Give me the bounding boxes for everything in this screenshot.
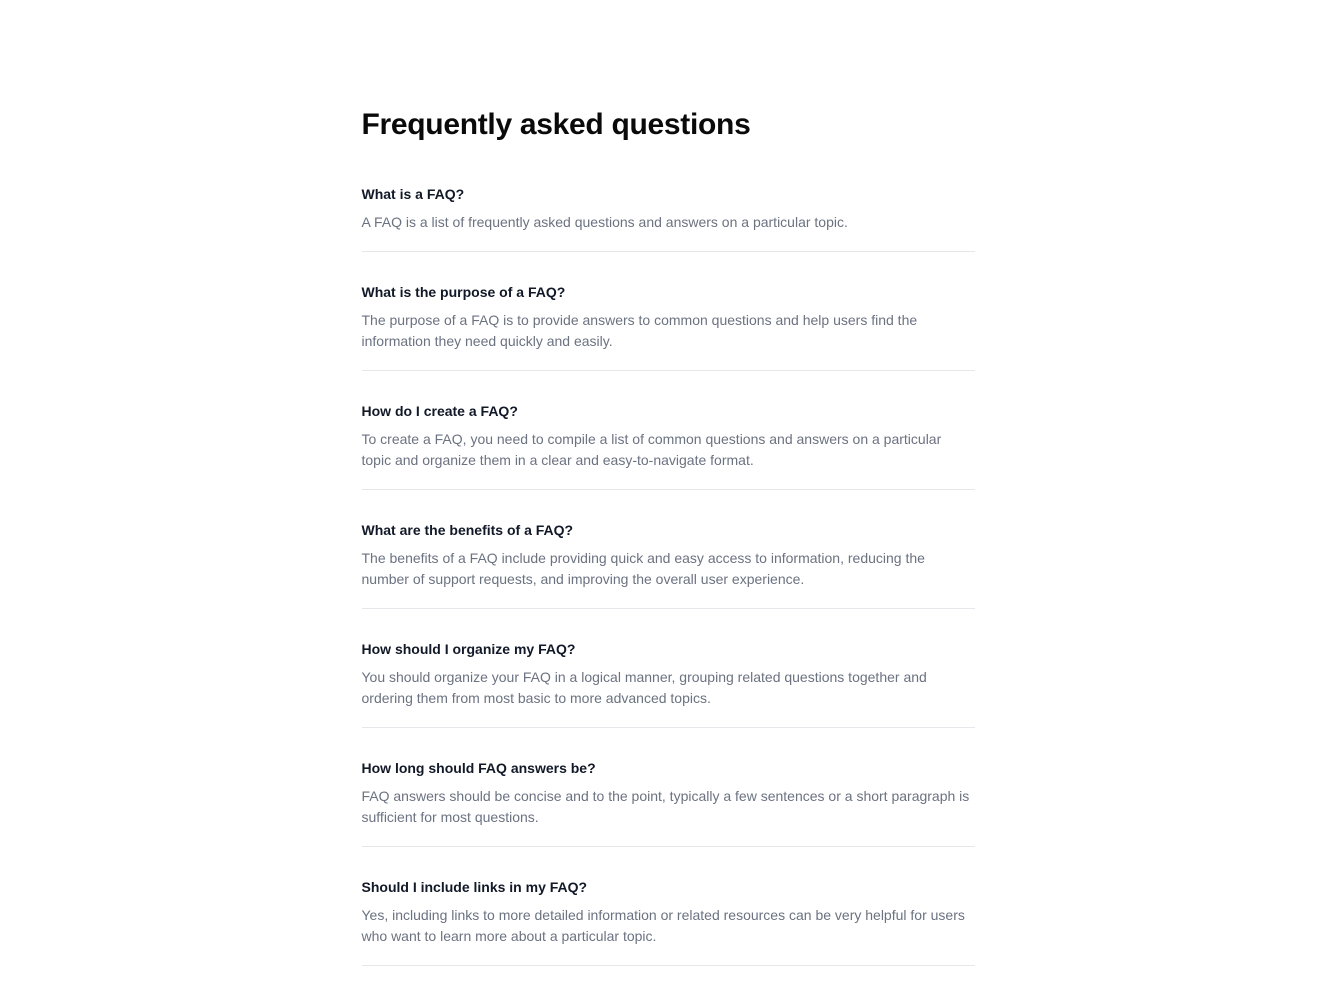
faq-answer: FAQ answers should be concise and to the point, typically a few sentences or a short paragraph is sufficient for most questions. [361,788,970,825]
faq-item [362,252,975,371]
faq-answer: Yes, including links to more detailed information or related resources can be very helpful for users who want to learn more about a particular topic. [361,907,965,944]
faq-item [362,184,975,252]
faq-question: How should I organize my FAQ? [361,641,576,657]
faq-question: How do I create a FAQ? [361,403,518,419]
faq-question: Should I include links in my FAQ? [361,879,588,895]
faq-item [362,609,975,728]
faq-answer: The purpose of a FAQ is to provide answers to common questions and help users find the information they need quickly and easily. [361,312,918,349]
faq-item [362,728,975,847]
faq-question: What are the benefits of a FAQ? [361,522,574,538]
page-title: Frequently asked questions [361,108,751,141]
faq-question: How long should FAQ answers be? [361,760,596,776]
faq-list [362,184,975,966]
faq-question: What is a FAQ? [361,186,465,202]
faq-answer: To create a FAQ, you need to compile a list of common questions and answers on a particular topic and organize them in a clear and easy-to-navigate format. [361,431,942,468]
content-column [362,0,975,998]
faq-answer: You should organize your FAQ in a logical manner, grouping related questions together and ordering them from most basic to more advanced topics. [361,669,927,706]
faq-item [362,847,975,966]
faq-question: What is the purpose of a FAQ? [361,284,566,300]
faq-answer: A FAQ is a list of frequently asked questions and answers on a particular topic. [361,214,848,230]
faq-item [362,371,975,490]
faq-item [362,490,975,609]
faq-answer: The benefits of a FAQ include providing quick and easy access to information, reducing the number of support requests, and improving the overall user experience. [361,550,925,587]
